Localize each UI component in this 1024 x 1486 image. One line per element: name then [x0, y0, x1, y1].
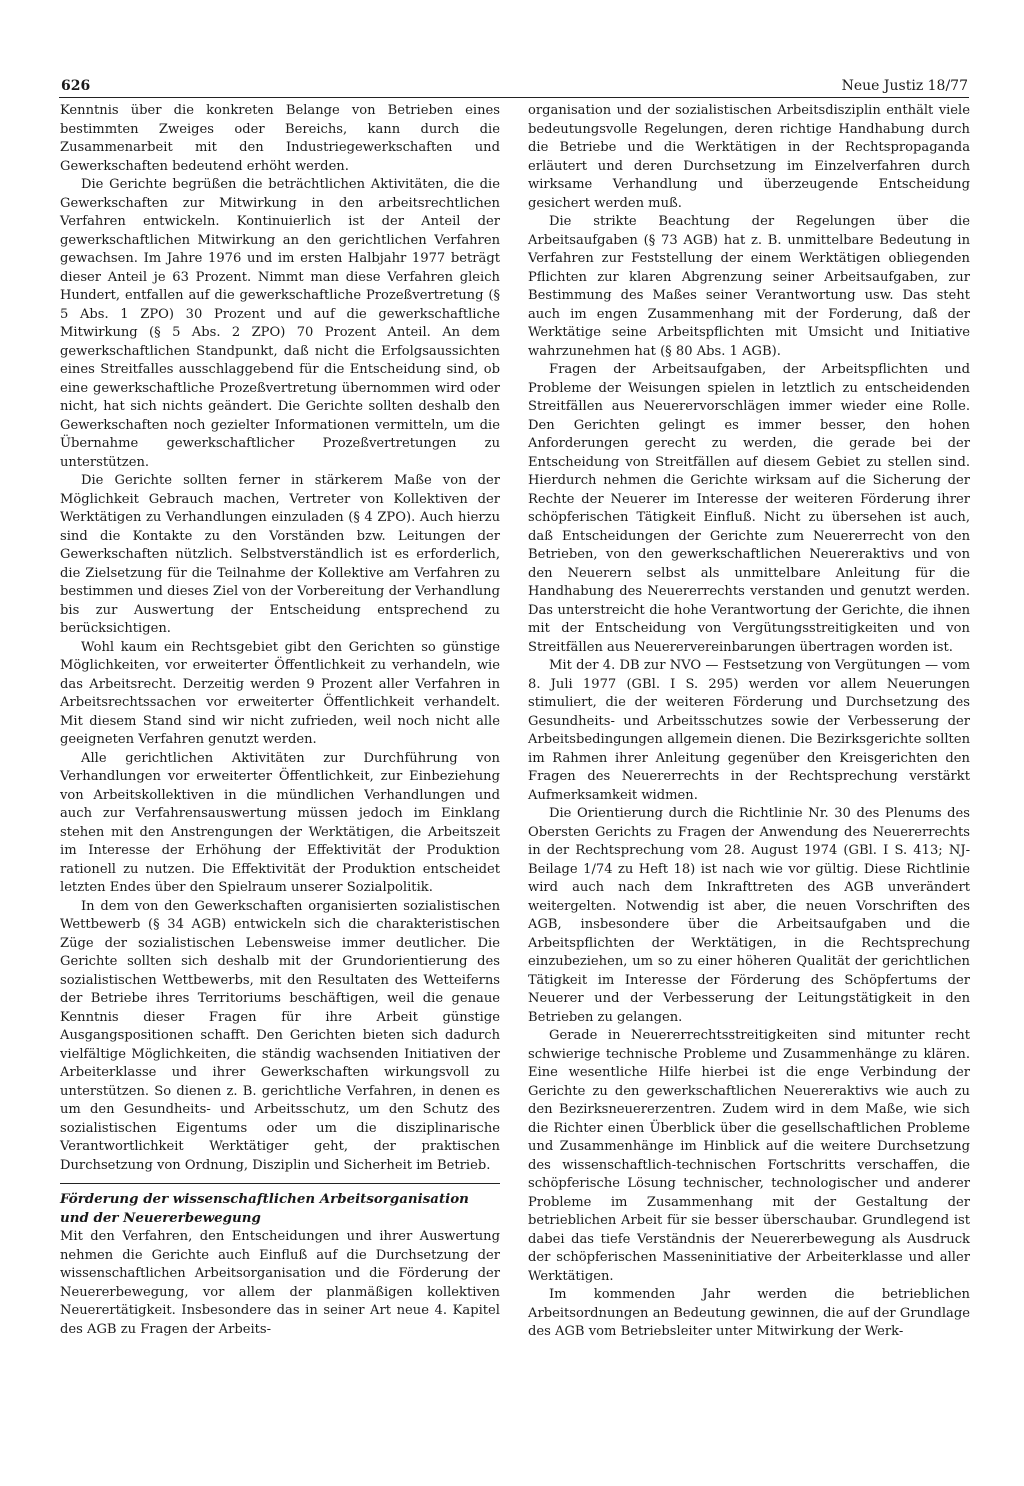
paragraph: Die Orientierung durch die Richtlinie Nr. 30 des Plenums des Obersten Gerichts zu Fragen der Anwendung des Neuererrechts in der Rechtsprechung vom 28. August 1974 (GBl. I S. 413; NJ-Beilage 1/74 zu Heft 18) ist nach wie vor gültig. Diese Richtlinie wird auch nach dem Inkrafttreten des AGB unverändert weitergelten. Notwendig ist aber, die neuen Vorschriften des AGB, insbesondere über die Arbeitsaufgaben und die Arbeitspflichten der Werktätigen, in die Rechtsprechung einzubeziehen, um so zu einer höheren Qualität der gerichtlichen Tätigkeit im Interesse der Förderung des Schöpfertums der Neuerer und der Verbesserung der Leitungstätigkeit in den Betrieben zu gelangen. — [528, 806, 970, 1025]
paragraph: organisation und der sozialistischen Arbeitsdisziplin enthält viele bedeutungsvolle Regelungen, deren richtige Handhabung durch die Betriebe und die Werktätigen in der Rechtspropaganda erläutert und deren Durchsetzung im Einzelverfahren durch wirksame Verhandlung und überzeugende Entscheidung gesichert werden muß. — [528, 103, 970, 211]
paragraph: Mit der 4. DB zur NVO — Festsetzung von Vergütungen — vom 8. Juli 1977 (GBl. I S. 295) werden vor allem Neuerungen stimuliert, die der weiteren Förderung und Durchsetzung des Gesundheits- und Arbeitsschutzes sowie der Verbesserung der Arbeitsbedingungen allgemein dienen. Die Bezirksgerichte sollten im Rahmen ihrer Anleitung gegenüber den Kreisgerichten den Fragen des Neuererrechts in der Rechtsprechung verstärkt Aufmerksamkeit widmen. — [528, 658, 970, 803]
paragraph: Die Gerichte sollten ferner in stärkerem Maße von der Möglichkeit Gebrauch machen, Vertreter von Kollektiven der Werktätigen zu Verhandlungen einzuladen (§ 4 ZPO). Auch hierzu sind die Kontakte zu den Vorständen bzw. Leitungen der Gewerkschaften nützlich. Selbstverständlich ist es erforderlich, die Zielsetzung für die Teilnahme der Kollektive am Verfahren zu bestimmen und dieses Ziel von der Vorbereitung der Verhandlung bis zur Auswertung der Entscheidung entsprechend zu berücksichtigen. — [60, 473, 500, 636]
paragraph: Wohl kaum ein Rechtsgebiet gibt den Gerichten so günstige Möglichkeiten, vor erweiterter Öffentlichkeit zu verhandeln, wie das Arbeitsrecht. Derzeitig werden 9 Prozent aller Verfahren in Arbeitsrechtssachen vor erweiterter Öffentlichkeit verhandelt. Mit diesem Stand sind wir nicht zufrieden, weil noch nicht alle geeigneten Verfahren genutzt werden. — [60, 639, 500, 747]
paragraph: Gerade in Neuererrechtsstreitigkeiten sind mitunter recht schwierige technische Probleme und Zusammenhänge zu klären. Eine wesentliche Hilfe hierbei ist die enge Verbindung der Gerichte zu den gewerkschaftlichen Neuereraktivs wie auch zu den Bezirksneuererzentren. Zudem wird in dem Maße, wie sich die Richter einen Überblick über die gesellschaftlichen Probleme und Zusammenhänge im Hinblick auf die weitere Durchsetzung des wissenschaftlich-technischen Fortschritts verschaffen, die schöpferische Lösung technischer, technologischer und anderer Probleme im Zusammenhang mit der Gestaltung der betrieblichen Arbeit für sie besser überschaubar. Grundlegend ist dabei das tiefe Verständnis der Neuererbewegung als Ausdruck der schöpferischen Masseninitiative der Arbeiterklasse und aller Werktätigen. — [528, 1028, 970, 1284]
right-column — [528, 102, 970, 1342]
paragraph: Fragen der Arbeitsaufgaben, der Arbeitspflichten und Probleme der Weisungen spielen in letztlich zu entscheidenden Streitfällen aus Neuerervorschlägen immer wieder eine Rolle. Den Gerichten gelingt es immer besser, den hohen Anforderungen gerecht zu werden, die gerade bei der Entscheidung von Streitfällen auf diesem Gebiet zu stellen sind. Hierdurch nehmen die Gerichte wirksam auf die Sicherung der Rechte der Neuerer im Interesse der weiteren Förderung ihrer schöpferischen Tätigkeit Einfluß. Nicht zu übersehen ist auch, daß Entscheidungen der Gerichte zum Neuererrecht von den Betrieben, von den gewerkschaftlichen Neuereraktivs und von den Neuerern selbst als unmittelbare Anleitung für die Handhabung des Neuererrechts verstanden und genutzt werden. Das unterstreicht die hohe Verantwortung der Gerichte, die ihnen mit der Entscheidung von Vergütungsstreitigkeiten und von Streitfällen aus Neuerervereinbarungen übertragen worden ist. — [528, 362, 970, 655]
header-rule — [59, 97, 969, 98]
journal-title: Neue Justiz 18/77 — [841, 78, 968, 94]
paragraph: Die Gerichte begrüßen die beträchtlichen Aktivitäten, die die Gewerkschaften zur Mitwirkung in den arbeitsrechtlichen Verfahren entwickeln. Kontinuierlich ist der Anteil der gewerkschaftlichen Mitwirkung an den gerichtlichen Verfahren gewachsen. Im Jahre 1976 und im ersten Halbjahr 1977 beträgt dieser Anteil je 63 Prozent. Nimmt man diese Verfahren gleich Hundert, entfallen auf die gewerkschaftliche Prozeßvertretung (§ 5 Abs. 1 ZPO) 30 Prozent und auf die gewerkschaftliche Mitwirkung (§ 5 Abs. 2 ZPO) 70 Prozent Anteil. An dem gewerkschaftlichen Standpunkt, daß nicht die Erfolgsaussichten eines Streitfalles ausschlaggebend für die Entscheidung sind, ob eine gewerkschaftliche Prozeßvertretung übernommen wird oder nicht, hat sich nichts geändert. Die Gerichte sollten deshalb den Gewerkschaften noch gezielter Informationen vermitteln, um die Übernahme gewerkschaftlicher Prozeßvertretungen zu unterstützen. — [60, 177, 500, 470]
paragraph: Im kommenden Jahr werden die betrieblichen Arbeitsordnungen an Bedeutung gewinnen, die auf der Grundlage des AGB vom Betriebsleiter unter Mitwirkung der Werk- — [528, 1287, 970, 1339]
left-column — [60, 102, 500, 1339]
paragraph: Mit den Verfahren, den Entscheidungen und ihrer Auswertung nehmen die Gerichte auch Einfluß auf die Durchsetzung der wissenschaftlichen Arbeitsorganisation und die Förderung der Neuererbewegung, vor allem der planmäßigen kollektiven Neuerertätigkeit. Insbesondere das in seiner Art neue 4. Kapitel des AGB zu Fragen der Arbeits- — [60, 1229, 500, 1337]
section-heading: Förderung der wissenschaftlichen Arbeitsorganisation und der Neuererbewegung — [60, 1191, 469, 1226]
paragraph: Alle gerichtlichen Aktivitäten zur Durchführung von Verhandlungen vor erweiterter Öffentlichkeit, zur Einbeziehung von Arbeitskollektiven in die mündlichen Verhandlungen und auch zur Verfahrensauswertung müssen jedoch im Einklang stehen mit den Anstrengungen der Werktätigen, die Arbeitszeit im Interesse der Erhöhung der Effektivität der Produktion rationell zu nutzen. Die Effektivität der Produktion entscheidet letzten Endes über den Spielraum unserer Sozialpolitik. — [60, 750, 500, 895]
section-rule — [60, 1183, 500, 1184]
paragraph: Kenntnis über die konkreten Belange von Betrieben eines bestimmten Zweiges oder Bereichs, kann durch die Zusammenarbeit mit den Industriegewerkschaften und Gewerkschaften bedeutend erhöht werden. — [60, 103, 500, 174]
paragraph: Die strikte Beachtung der Regelungen über die Arbeitsaufgaben (§ 73 AGB) hat z. B. unmittelbare Bedeutung in Verfahren zur Feststellung der einem Werktätigen obliegenden Pflichten zur klaren Abgrenzung seiner Arbeitsaufgaben, zur Bestimmung des Maßes seiner Verantwortung usw. Das steht auch im engen Zusammenhang mit der Forderung, daß der Werktätige seine Arbeitspflichten mit Umsicht und Initiative wahrzunehmen hat (§ 80 Abs. 1 AGB). — [528, 214, 970, 359]
paragraph: In dem von den Gewerkschaften organisierten sozialistischen Wettbewerb (§ 34 AGB) entwickeln sich die charakteristischen Züge der sozialistischen Lebensweise immer deutlicher. Die Gerichte sollten sich deshalb mit der Grundorientierung des sozialistischen Wettbewerbs, mit den Resultaten des Wetteiferns der Betriebe ihres Territoriums beschäftigen, weil die genaue Kenntnis dieser Fragen für ihre Arbeit günstige Ausgangspositionen schafft. Den Gerichten bieten sich dadurch vielfältige Möglichkeiten, die ständig wachsenden Initiativen der Arbeiterklasse und ihrer Gewerkschaften wirkungsvoll zu unterstützen. So dienen z. B. gerichtliche Verfahren, in denen es um den Gesundheits- und Arbeitsschutz, um den Schutz des sozialistischen Eigentums oder um die disziplinarische Verantwortlichkeit Werktätiger geht, der praktischen Durchsetzung von Ordnung, Disziplin und Sicherheit im Betrieb. — [60, 898, 500, 1173]
page-number: 626 — [61, 78, 91, 94]
